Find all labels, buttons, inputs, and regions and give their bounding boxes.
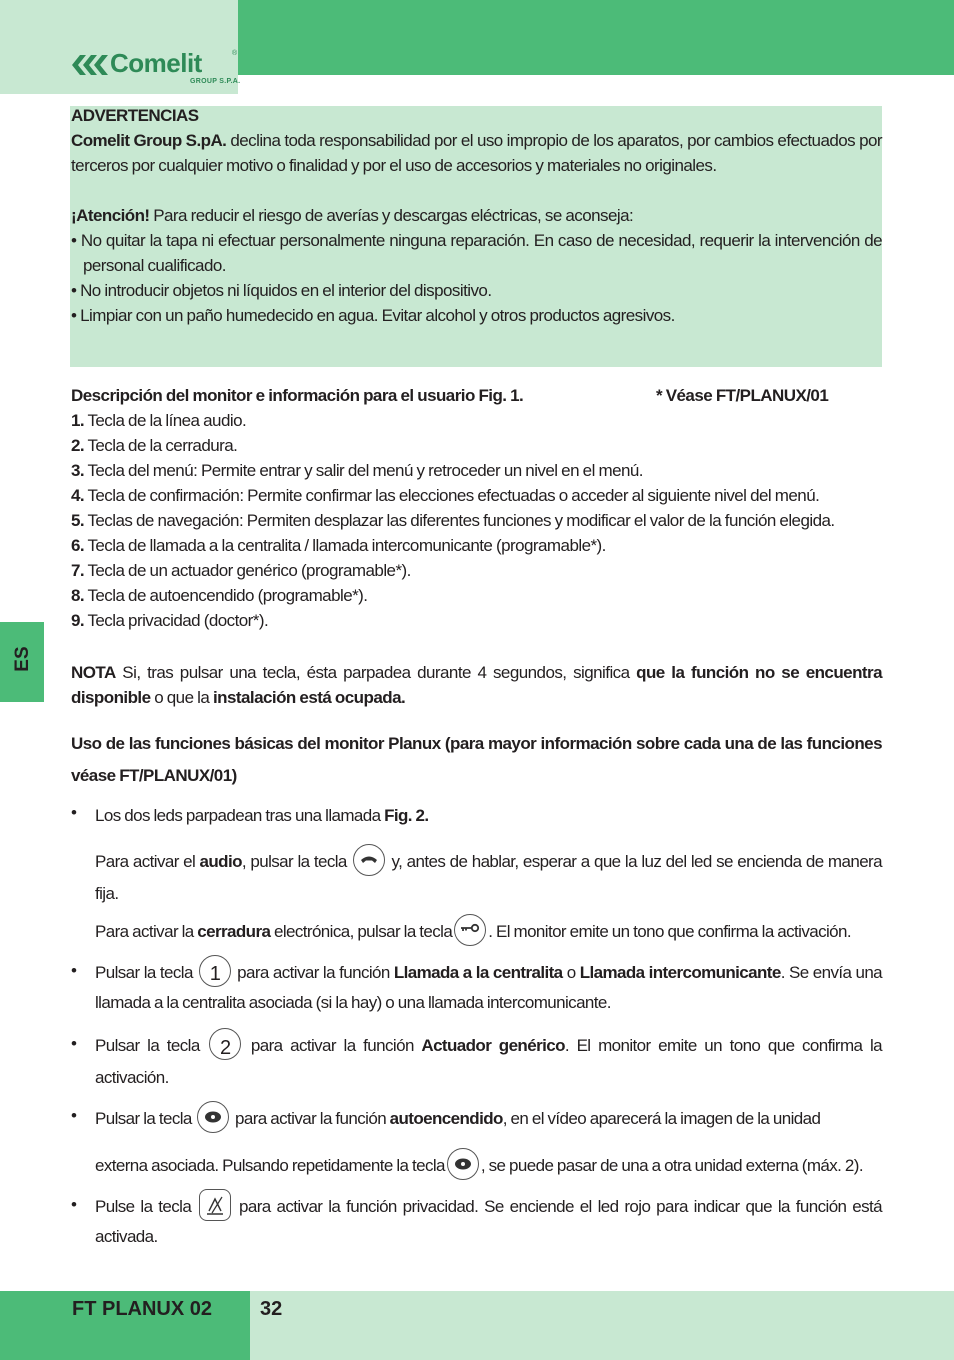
list-item: 9. Tecla privacidad (doctor*). [71, 611, 269, 630]
bullet-dot: • [71, 1106, 77, 1125]
list-item: 1. Tecla de la línea audio. [71, 411, 247, 430]
nota-label: NOTA [71, 663, 116, 682]
key-2-icon: 2 [209, 1028, 241, 1060]
bullet-dot: • [71, 961, 77, 980]
list-item: 2. Tecla de la cerradura. [71, 436, 238, 455]
brand-subtitle: GROUP S.P.A. [190, 78, 241, 85]
warnings-section [71, 103, 882, 328]
usage-bullet-2: Pulsar la tecla 1 para activar la función Llamada a la centralita o Llamada intercomunicante. Se envía una llamada a la centralita asociada (si la hay) o una llamada intercomunicante. [95, 958, 882, 1018]
bullet-dot: • [71, 1034, 77, 1053]
usage-bullet-3: Pulsar la tecla 2 para activar la función Actuador genérico. El monitor emite un tono que confirma la activación. [95, 1030, 882, 1094]
nota-section: NOTA Si, tras pulsar una tecla, ésta parpadea durante 4 segundos, significa que la función no se encuentra disponible o que la instalación está ocupada. [71, 663, 882, 707]
see-reference: * Véase FT/PLANUX/01 [656, 386, 829, 405]
lock-instruction: Para activar la cerradura electrónica, pulsar la tecla . El monitor emite un tono que confirma la activación. [95, 916, 882, 948]
usage-heading: Uso de las funciones básicas del monitor Planux (para mayor información sobre cada una de las funciones véase FT/PLANUX/01) [71, 734, 882, 785]
description-section [71, 383, 882, 633]
audio-instruction: Para activar el audio, pulsar la tecla y, antes de hablar, esperar a que la luz del led se encienda de manera fija. [95, 846, 882, 910]
privacy-key-icon [199, 1189, 231, 1221]
comelit-mark-icon [72, 52, 108, 78]
bullet-dot: • [71, 803, 77, 822]
list-item: 7. Tecla de un actuador genérico (programable*). [71, 561, 411, 580]
warning-bullet: • Limpiar con un paño humedecido en agua. Evitar alcohol y otros productos agresivos. [71, 306, 675, 325]
attention-label: ¡Atención! [71, 206, 150, 225]
lock-key-icon [454, 914, 486, 946]
list-item: 3. Tecla del menú: Permite entrar y salir del menú y retroceder un nivel en el menú. [71, 461, 643, 480]
autoon-key-icon [197, 1101, 229, 1133]
page-number: 32 [260, 1298, 283, 1320]
list-item: 4. Tecla de confirmación: Permite confirmar las elecciones efectuadas o acceder al siguiente nivel del menú. [71, 486, 820, 505]
language-tab: ES [0, 622, 44, 702]
list-item: 6. Tecla de llamada a la centralita / llamada intercomunicante (programable*). [71, 536, 606, 555]
disclaimer-text: declina toda responsabilidad por el uso impropio de los aparatos, por cambios efectuados por terceros por cualquier motivo o finalidad y por el uso de accesorios y materiales no originales. [71, 131, 882, 175]
brand-name: Comelit [110, 48, 202, 78]
list-item: 5. Teclas de navegación: Permiten desplazar las diferentes funciones y modificar el valor de la función elegida. [71, 511, 835, 530]
description-heading: Descripción del monitor e información para el usuario Fig. 1. [71, 386, 524, 405]
logo-box [0, 0, 241, 94]
warnings-title: ADVERTENCIAS [71, 106, 199, 125]
warning-bullet: • No introducir objetos ni líquidos en el interior del dispositivo. [71, 281, 492, 300]
key-1-icon: 1 [199, 955, 231, 987]
usage-bullet-4: Pulsar la tecla para activar la función autoencendido, en el vídeo aparecerá la imagen de la unidad [95, 1103, 882, 1135]
usage-bullet-4-cont: externa asociada. Pulsando repetidamente la tecla , se puede pasar de una a otra unidad externa (máx. 2). [95, 1150, 882, 1182]
warning-bullet: • No quitar la tapa ni efectuar personalmente ninguna reparación. En caso de necesidad, requerir la intervención de personal cualificado. [71, 231, 882, 275]
brand-registered: ® [232, 50, 238, 57]
company-name: Comelit Group S.pA. [71, 131, 227, 150]
bullet-dot: • [71, 1195, 77, 1214]
footer-right-band [250, 1291, 954, 1360]
usage-bullet-5: Pulse la tecla para activar la función privacidad. Se enciende el led rojo para indicar que la función está activada. [95, 1192, 882, 1252]
autoon-key-icon [447, 1148, 479, 1180]
footer-doc-label: FT PLANUX 02 [72, 1298, 213, 1320]
usage-bullet-1: Los dos leds parpadean tras una llamada Fig. 2. [95, 806, 429, 825]
list-item: 8. Tecla de autoencendido (programable*). [71, 586, 368, 605]
audio-key-icon [353, 844, 385, 876]
attention-text: Para reducir el riesgo de averías y descargas eléctricas, se aconseja: [153, 206, 634, 225]
